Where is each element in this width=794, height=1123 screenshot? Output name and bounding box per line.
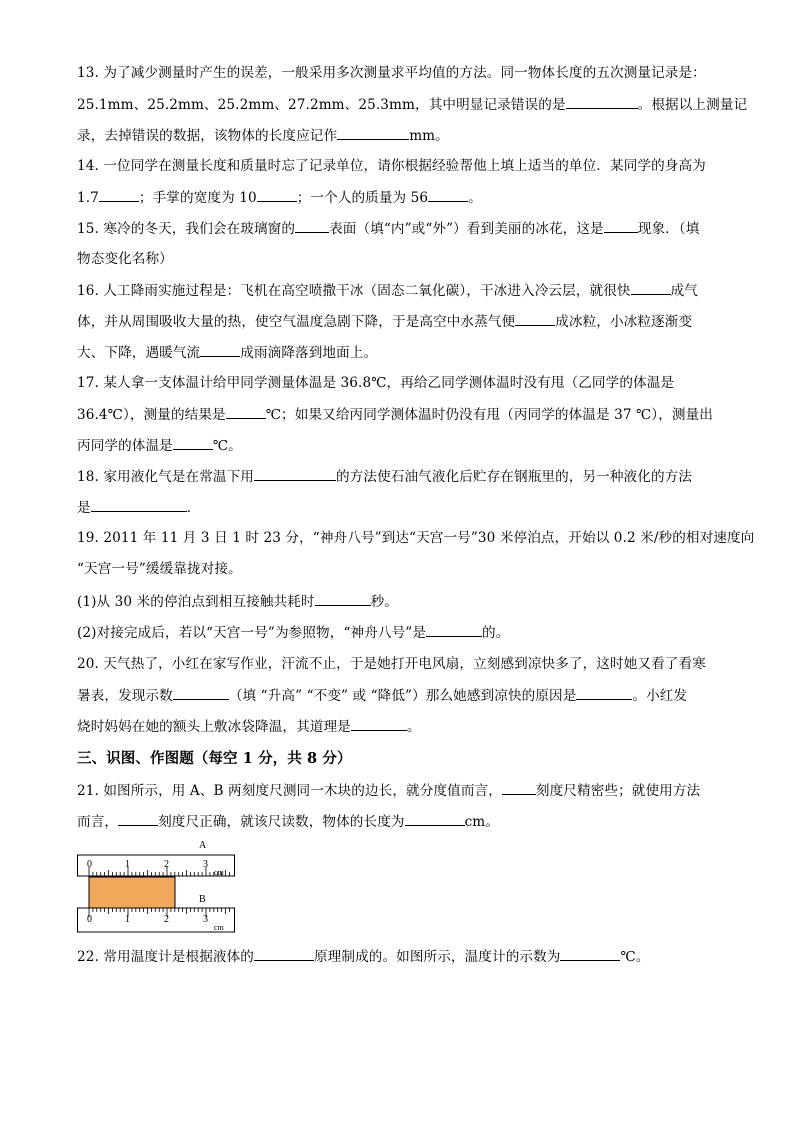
ruler-b-unit: cm <box>214 923 224 932</box>
q17-line-3: 丙同学的体温是 ℃。 <box>77 438 242 454</box>
q15-line-1: 15. 寒冷的冬天，我们会在玻璃窗的 表面（填“内”或“外”）看到美丽的冰花，这是 现象．（填 <box>77 221 700 237</box>
ruler-b-tick-1: 1 <box>125 914 130 925</box>
ruler-b-label: B <box>199 894 206 905</box>
wooden-block <box>89 877 175 908</box>
answer-blank[interactable] <box>295 219 329 233</box>
q13-line-2: 25.1mm、25.2mm、25.2mm、27.2mm、25.3mm，其中明显记录错误的是 。根据以上测量记 <box>77 97 748 113</box>
answer-blank[interactable] <box>200 343 240 357</box>
answer-blank[interactable] <box>254 947 314 961</box>
section-heading: 三、识图、作图题（每空 1 分，共 8 分） <box>77 750 352 767</box>
ruler-a-tick-2: 2 <box>164 859 169 870</box>
answer-blank[interactable] <box>576 686 632 700</box>
q17-line-2: 36.4℃），测量的结果是 ℃；如果又给丙同学测体温时仍没有甩（丙同学的体温是 37 ℃），测量出 <box>77 407 714 423</box>
ruler-a-unit: cm <box>214 868 224 877</box>
ruler-diagram <box>77 838 247 938</box>
q19-line-4: (2)对接完成后，若以“天宫一号”为参照物，“神舟八号”是 的。 <box>77 625 510 641</box>
answer-blank[interactable] <box>351 717 407 731</box>
answer-blank[interactable] <box>226 405 266 419</box>
q22-line-1: 22. 常用温度计是根据液体的 原理制成的。如图所示，温度计的示数为 ℃。 <box>77 949 650 965</box>
ruler-b-tick-0: 0 <box>87 914 92 925</box>
answer-blank[interactable] <box>428 188 468 202</box>
q19-line-3: (1)从 30 米的停泊点到相互接触共耗时 秒。 <box>77 594 398 610</box>
answer-blank[interactable] <box>315 592 371 606</box>
ruler-b-tick-2: 2 <box>164 914 169 925</box>
answer-blank[interactable] <box>173 436 213 450</box>
q16-line-3: 大、下降，遇暖气流 成雨滴降落到地面上。 <box>77 345 378 361</box>
answer-blank[interactable] <box>426 623 482 637</box>
answer-blank[interactable] <box>604 219 638 233</box>
answer-blank[interactable] <box>99 188 139 202</box>
answer-blank[interactable] <box>118 812 158 826</box>
answer-blank[interactable] <box>254 467 336 481</box>
ruler-a-tick-3: 3 <box>203 859 208 870</box>
q16-line-2: 体，并从周围吸收大量的热，使空气温度急剧下降，于是高空中水蒸气便 成冰粒，小冰粒逐渐变 <box>77 314 693 330</box>
q19-line-1: 19. 2011 年 11 月 3 日 1 时 23 分，“神舟八号”到达“天宫一号”30 米停泊点，开始以 0.2 米/秒的相对速度向 <box>77 530 755 546</box>
q13-line-3: 录，去掉错误的数据，该物体的长度应记作 mm。 <box>77 128 449 144</box>
q20-line-2: 暑表，发现示数 （填 “升高” “不变” 或 “降低”）那么她感到凉快的原因是 。小红发 <box>77 688 688 704</box>
q18-line-2: 是 ． <box>77 500 201 516</box>
ruler-b-tick-3: 3 <box>203 914 208 925</box>
q19-line-2: “天宫一号”缓缓靠拢对接。 <box>77 561 242 577</box>
answer-blank[interactable] <box>631 281 671 295</box>
ruler-a-tick-0: 0 <box>87 859 92 870</box>
q14-line-1: 14. 一位同学在测量长度和质量时忘了记录单位，请你根据经验帮他上填上适当的单位．某同学的身高为 <box>77 158 706 174</box>
q15-line-2: 物态变化名称） <box>77 251 173 267</box>
ruler-figure <box>77 838 247 938</box>
q21-line-2: 而言， 刻度尺正确，就该尺读数，物体的长度为 cm。 <box>77 814 499 830</box>
answer-blank[interactable] <box>337 126 409 140</box>
answer-blank[interactable] <box>560 947 620 961</box>
q17-line-1: 17. 某人拿一支体温计给甲同学测量体温是 36.8℃，再给乙同学测体温时没有甩（乙同学的体温是 <box>77 375 675 391</box>
answer-blank[interactable] <box>405 812 465 826</box>
answer-blank[interactable] <box>91 498 187 512</box>
q20-line-1: 20. 天气热了，小红在家写作业，汗流不止，于是她打开电风扇，立刻感到凉快多了，这时她又看了看寒 <box>77 656 706 672</box>
q20-line-3: 烧时妈妈在她的额头上敷冰袋降温，其道理是 。 <box>77 719 421 735</box>
answer-blank[interactable] <box>257 188 297 202</box>
q18-line-1: 18. 家用液化气是在常温下用 的方法使石油气液化后贮存在钢瓶里的，另一种液化的方法 <box>77 469 693 485</box>
answer-blank[interactable] <box>566 95 638 109</box>
answer-blank[interactable] <box>173 686 229 700</box>
q14-line-2: 1.7 ；手掌的宽度为 10 ；一个人的质量为 56 。 <box>77 190 482 206</box>
q21-line-1: 21. 如图所示，用 A、B 两刻度尺测同一木块的边长，就分度值而言， 刻度尺精密些；就使用方法 <box>77 783 701 799</box>
ruler-a-label: A <box>199 840 207 851</box>
ruler-a-tick-1: 1 <box>125 859 130 870</box>
answer-blank[interactable] <box>515 312 555 326</box>
answer-blank[interactable] <box>502 781 536 795</box>
q16-line-1: 16. 人工降雨实施过程是：飞机在高空喷撒干冰（固态二氧化碳），干冰进入冷云层，就很快 成气 <box>77 283 698 299</box>
q13-line-1: 13. 为了减少测量时产生的误差，一般采用多次测量求平均值的方法。同一物体长度的五次测量记录是： <box>77 65 706 81</box>
